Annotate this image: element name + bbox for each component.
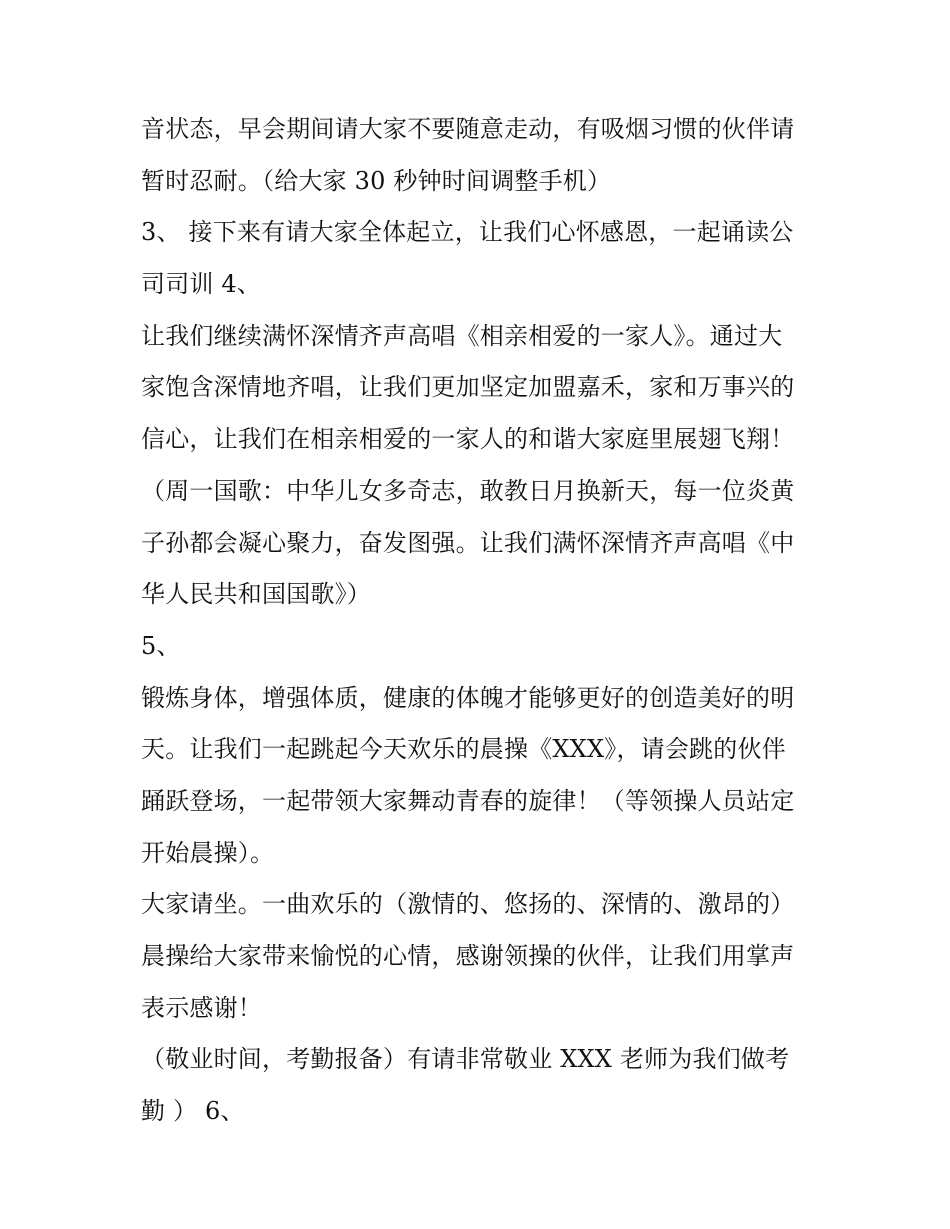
text-line: 子孙都会凝心聚力，奋发图强。让我们满怀深情齐声高唱《中 [141,528,795,557]
text-line: 音状态，早会期间请大家不要随意走动，有吸烟习惯的伙伴请 [141,115,795,143]
text-line: 暂时忍耐。（给大家 30 秒钟时间调整手机） [141,166,612,195]
text-line: 3、 接下来有请大家全体起立，让我们心怀感恩，一起诵读公 [141,218,794,247]
text-line: 大家请坐。一曲欢乐的（激情的、悠扬的、深情的、激昂的） [141,890,795,919]
text-line: 5、 [141,631,181,660]
text-line: 勤 ） 6、 [141,1097,245,1126]
text-line: 家饱含深情地齐唱，让我们更加坚定加盟嘉禾，家和万事兴的 [141,373,795,402]
text-line: 天。让我们一起跳起今天欢乐的晨操《XXX》，请会跳的伙伴 [141,735,786,764]
text-line: 踊跃登场，一起带领大家舞动青春的旋律！（等领操人员站定 [141,786,795,815]
text-line: 表示感谢！ [141,993,262,1022]
text-line: 开始晨操）。 [141,838,275,867]
text-line: 信心，让我们在相亲相爱的一家人的和谐大家庭里展翅飞翔！ [141,425,795,454]
text-line: 华人民共和国国歌》） [141,580,371,609]
document-body [141,104,821,1138]
text-line: 司司训 4、 [141,270,262,299]
text-line: 锻炼身体，增强体质，健康的体魄才能够更好的创造美好的明 [141,683,795,712]
text-line: 让我们继续满怀深情齐声高唱《相亲相爱的一家人》。通过大 [141,321,783,350]
text-line: 晨操给大家带来愉悦的心情，感谢领操的伙伴，让我们用掌声 [141,942,795,970]
text-line: （周一国歌：中华儿女多奇志，敢教日月换新天，每一位炎黄 [141,476,795,505]
text-line: （敬业时间，考勤报备）有请非常敬业 XXX 老师为我们做考 [141,1045,790,1074]
